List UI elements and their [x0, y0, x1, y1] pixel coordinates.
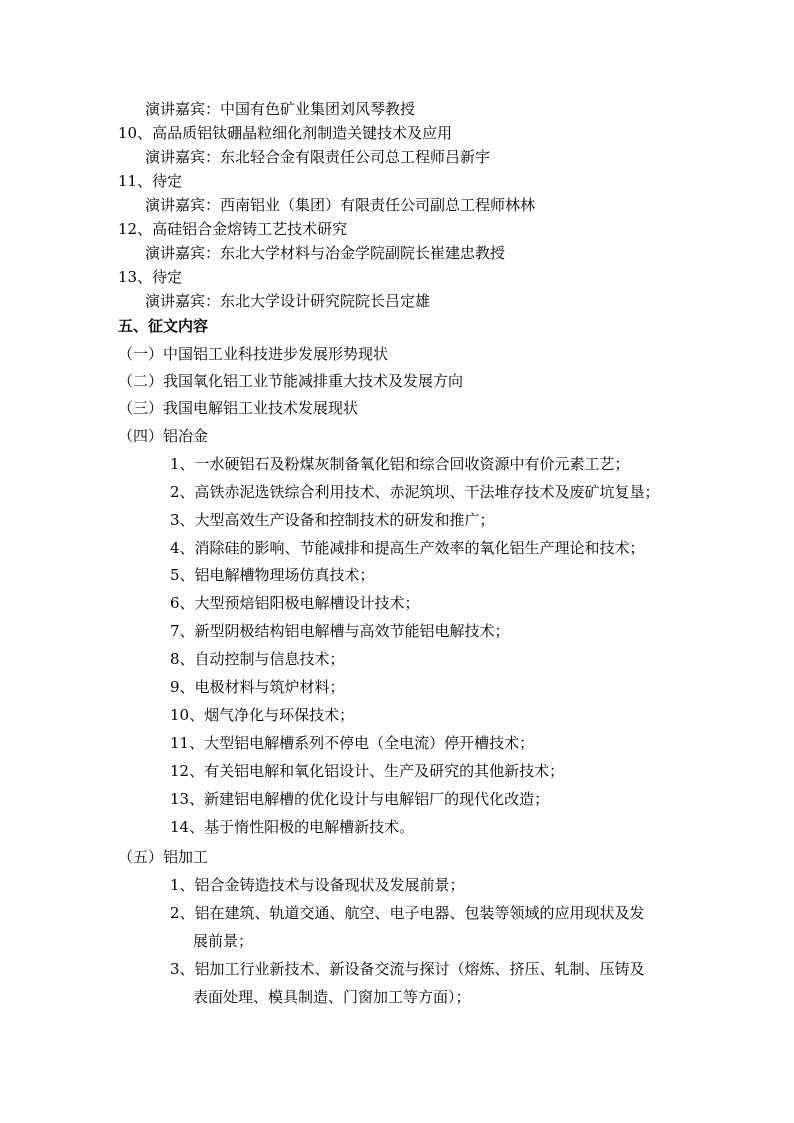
list-item: 9、电极材料与筑炉材料； [170, 678, 345, 696]
list-item: 11、大型铝电解槽系列不停电（全电流）停开槽技术； [170, 734, 535, 752]
topic-line-13: 13、待定 [118, 268, 183, 286]
list-item: 10、烟气净化与环保技术； [170, 706, 355, 724]
speaker-line-13: 演讲嘉宾：东北大学设计研究院院长吕定雄 [145, 292, 431, 310]
speaker-line-9: 演讲嘉宾：中国有色矿业集团刘风琴教授 [145, 100, 416, 118]
list-item: 6、大型预焙铝阳极电解槽设计技术； [170, 594, 420, 612]
speaker-line-10: 演讲嘉宾：东北轻合金有限责任公司总工程师吕新宇 [145, 148, 491, 166]
list-item: 1、一水硬铝石及粉煤灰制备氧化铝和综合回收资源中有价元素工艺； [170, 455, 630, 473]
list-item: 8、自动控制与信息技术； [170, 650, 345, 668]
list-item: 3、大型高效生产设备和控制技术的研发和推广； [170, 511, 495, 529]
list-item: 5、铝电解槽物理场仿真技术； [170, 566, 375, 584]
list-item: 3、铝加工行业新技术、新设备交流与探讨（熔炼、挤压、轧制、压铸及 [170, 960, 645, 978]
list-item: 14、基于惰性阳极的电解槽新技术。 [170, 818, 415, 836]
subsection-one: （一）中国铝工业科技进步发展形势现状 [118, 345, 389, 363]
list-item: 13、新建铝电解槽的优化设计与电解铝厂的现代化改造； [170, 790, 550, 808]
subsection-three: （三）我国电解铝工业技术发展现状 [118, 399, 359, 417]
list-item-continuation: 展前景； [193, 932, 254, 950]
section-five-title: 五、征文内容 [118, 317, 209, 335]
topic-line-12: 12、高硅铝合金熔铸工艺技术研究 [118, 220, 348, 238]
list-item: 12、有关铝电解和氧化铝设计、生产及研究的其他新技术； [170, 762, 565, 780]
list-item: 7、新型阴极结构铝电解槽与高效节能铝电解技术； [170, 622, 510, 640]
list-item: 2、高铁赤泥选铁综合利用技术、赤泥筑坝、干法堆存技术及废矿坑复垦； [170, 483, 660, 501]
topic-line-10: 10、高品质铝钛硼晶粒细化剂制造关键技术及应用 [118, 124, 453, 142]
topic-line-11: 11、待定 [118, 172, 183, 190]
list-item: 2、铝在建筑、轨道交通、航空、电子电器、包装等领域的应用现状及发 [170, 904, 645, 922]
subsection-five-title: （五）铝加工 [118, 848, 209, 866]
list-item: 4、消除硅的影响、节能减排和提高生产效率的氧化铝生产理论和技术； [170, 539, 645, 557]
speaker-line-12: 演讲嘉宾：东北大学材料与冶金学院副院长崔建忠教授 [145, 244, 506, 262]
list-item: 1、铝合金铸造技术与设备现状及发展前景； [170, 876, 465, 894]
subsection-two: （二）我国氧化铝工业节能减排重大技术及发展方向 [118, 372, 464, 390]
subsection-four-title: （四）铝冶金 [118, 427, 209, 445]
speaker-line-11: 演讲嘉宾：西南铝业（集团）有限责任公司副总工程师林林 [145, 196, 536, 214]
list-item-continuation: 表面处理、模具制造、门窗加工等方面）； [193, 988, 471, 1006]
